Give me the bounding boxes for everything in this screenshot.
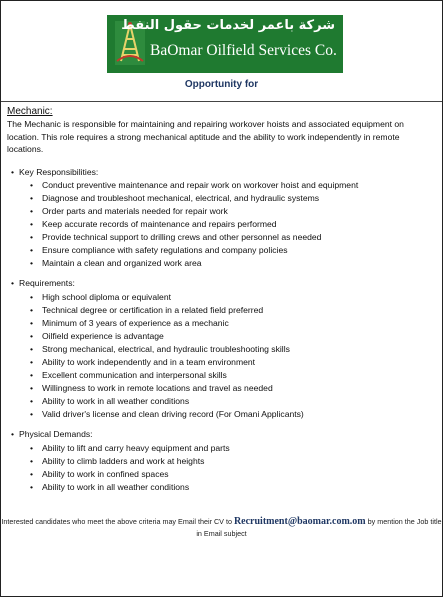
list-item: • Valid driver's license and clean driving record (For Omani Applicants) <box>42 408 436 421</box>
list-item: • High school diploma or equivalent <box>42 291 436 304</box>
list-item: • Maintain a clean and organized work area <box>42 257 436 270</box>
section-heading: • Requirements: <box>7 277 436 290</box>
requirements-section <box>7 277 436 421</box>
list-item: • Minimum of 3 years of experience as a mechanic <box>42 317 436 330</box>
opportunity-heading: Opportunity for <box>184 79 259 90</box>
list-item: • Ability to work in confined spaces <box>42 468 436 481</box>
section-heading: • Key Responsibilities: <box>7 166 436 179</box>
list-item: • Ability to work independently and in a team environment <box>42 356 436 369</box>
list-item: • Strong mechanical, electrical, and hydraulic troubleshooting skills <box>42 343 436 356</box>
list-item: • Technical degree or certification in a related field preferred <box>42 304 436 317</box>
requirements-list <box>7 291 436 421</box>
list-item: • Oilfield experience is advantage <box>42 330 436 343</box>
list-item: • Order parts and materials needed for repair work <box>42 205 436 218</box>
list-item: • Ability to lift and carry heavy equipment and parts <box>42 442 436 455</box>
recruitment-email-link[interactable]: Recruitment@baomar.com.om <box>233 516 366 527</box>
list-item: • Provide technical support to drilling crews and other personnel as needed <box>42 231 436 244</box>
list-item: • Keep accurate records of maintenance and repairs performed <box>42 218 436 231</box>
company-logo <box>107 15 343 73</box>
physical-demands-section <box>7 428 436 494</box>
footer-suffix: by mention the Job title in Email subject <box>196 517 442 538</box>
list-item: • Ability to work in all weather conditions <box>42 481 436 494</box>
job-description: The Mechanic is responsible for maintaining and repairing workover hoists and associated equipment on location. This role requires a strong mechanical aptitude and the ability to work independently in remote locations. <box>7 119 404 155</box>
application-footer <box>1 516 442 540</box>
list-item: • Ensure compliance with safety regulations and company policies <box>42 244 436 257</box>
job-content <box>1 102 442 494</box>
list-item: • Conduct preventive maintenance and repair work on workover hoist and equipment <box>42 179 436 192</box>
list-item: • Excellent communication and interpersonal skills <box>42 369 436 382</box>
logo-arabic-text: شركة باعمر لخدمات حقول النفط <box>121 18 335 33</box>
logo-english-text: BaOmar Oilfield Services Co. <box>150 42 337 59</box>
responsibilities-section <box>7 166 436 271</box>
list-item: • Ability to work in all weather conditions <box>42 395 436 408</box>
footer-prefix: Interested candidates who meet the above criteria may Email their CV to <box>1 517 232 526</box>
header <box>1 1 442 102</box>
physical-demands-list <box>7 442 436 494</box>
list-item: • Ability to climb ladders and work at heights <box>42 455 436 468</box>
list-item: • Willingness to work in remote locations and travel as needed <box>42 382 436 395</box>
responsibilities-list <box>7 179 436 270</box>
section-heading: • Physical Demands: <box>7 428 436 441</box>
list-item: • Diagnose and troubleshoot mechanical, electrical, and hydraulic systems <box>42 192 436 205</box>
job-title: Mechanic: <box>7 106 53 117</box>
